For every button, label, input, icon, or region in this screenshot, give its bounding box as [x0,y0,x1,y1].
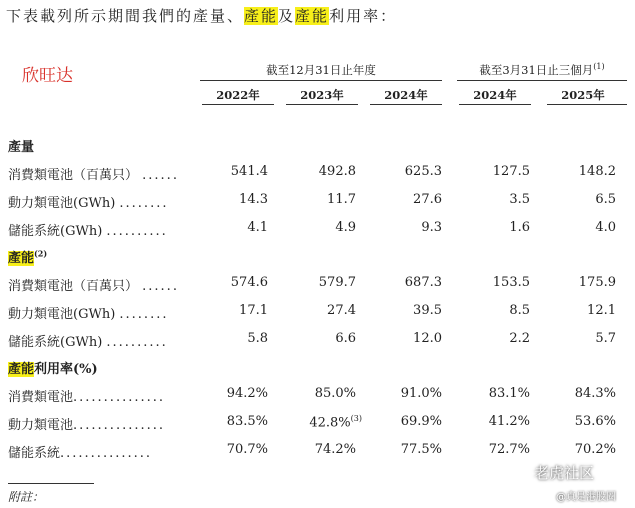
cell-value: 4.1 [247,220,268,235]
cell-value: 12.1 [587,303,616,318]
intro-sentence: 下表載列所示期間我們的產量、產能及產能利用率： [6,7,398,25]
year-rule [370,104,442,105]
cell-value: 4.0 [595,220,616,235]
year-rule [547,104,627,105]
company-logo-text: 欣旺达 [22,66,73,86]
row-label: 動力類電池(GWh) ........ [8,307,169,322]
cell-value: 4.9 [335,220,356,235]
cell-value: 14.3 [239,192,268,207]
year-rule [459,104,531,105]
year-header: 2024年 [384,88,428,102]
cell-value: 91.0% [400,386,442,401]
cell-value: 83.5% [226,414,268,429]
cell-value: 3.5 [509,192,530,207]
cell-value: 8.5 [509,303,530,318]
cell-value: 74.2% [314,442,356,457]
cell-value: 27.4 [327,303,356,318]
cell-value: 83.1% [488,386,530,401]
cell-value: 72.7% [488,442,530,457]
year-header: 2024年 [473,88,517,102]
cell-value: 12.0 [413,331,442,346]
year-header: 2025年 [561,88,605,102]
cell-value: 2.2 [509,331,530,346]
cell-value: 574.6 [230,275,268,290]
cell-value: 625.3 [404,164,442,179]
watermark-handle: @真是港股圈 [556,492,616,503]
cell-value: 579.7 [318,275,356,290]
cell-value: 6.6 [335,331,356,346]
cell-value: 5.7 [595,331,616,346]
cell-value: 70.2% [574,442,616,457]
section-title-output: 產量 [8,140,35,155]
cell-value: 687.3 [404,275,442,290]
cell-value: 70.7% [226,442,268,457]
highlight-capacity-2: 產能 [295,7,330,25]
header-rule-annual [200,80,442,81]
cell-value: 127.5 [492,164,530,179]
row-label: 儲能系統............... [8,446,153,461]
row-label: 儲能系統(GWh) .......... [8,224,168,239]
cell-value: 6.5 [595,192,616,207]
cell-value: 9.3 [421,220,442,235]
cell-value: 17.1 [239,303,268,318]
header-group-quarter: 截至3月31日止三個月$^{(1)}$ [479,62,605,77]
section-title-capacity: 產能$^{(2)}$ [8,248,48,266]
highlight-capacity-1: 產能 [244,7,279,25]
cell-value: 153.5 [492,275,530,290]
year-header: 2022年 [216,88,260,102]
cell-value: 148.2 [578,164,616,179]
row-label: 儲能系統(GWh) .......... [8,335,168,350]
cell-value: 492.8 [318,164,356,179]
cell-value: 53.6% [574,414,616,429]
row-label: 動力類電池............... [8,418,166,433]
cell-value: 27.6 [413,192,442,207]
header-rule-quarter [457,80,627,81]
cell-value: 5.8 [247,331,268,346]
year-rule [286,104,358,105]
row-label: 消費類電池............... [8,390,166,405]
footnote-rule [8,483,94,484]
row-label: 動力類電池(GWh) ........ [8,196,169,211]
cell-value: 77.5% [400,442,442,457]
cell-value: 42.8%$^{(3)}$ [309,414,362,431]
year-header: 2023年 [300,88,344,102]
year-rule [202,104,274,105]
cell-value: 94.2% [226,386,268,401]
cell-value: 1.6 [509,220,530,235]
cell-value: 85.0% [314,386,356,401]
header-group-annual: 截至12月31日止年度 [266,63,376,77]
cell-value: 39.5 [413,303,442,318]
cell-value: 41.2% [488,414,530,429]
section-title-utilization: 產能利用率(%) [8,362,98,377]
cell-value: 69.9% [400,414,442,429]
watermark-community: 老虎社区 [534,464,595,482]
row-label: 消費類電池（百萬只） ...... [8,279,179,294]
cell-value: 11.7 [327,192,356,207]
cell-value: 541.4 [230,164,268,179]
cell-value: 175.9 [578,275,616,290]
cell-value: 84.3% [574,386,616,401]
row-label: 消費類電池（百萬只） ...... [8,168,179,183]
footnote-label: 附註： [8,490,45,504]
